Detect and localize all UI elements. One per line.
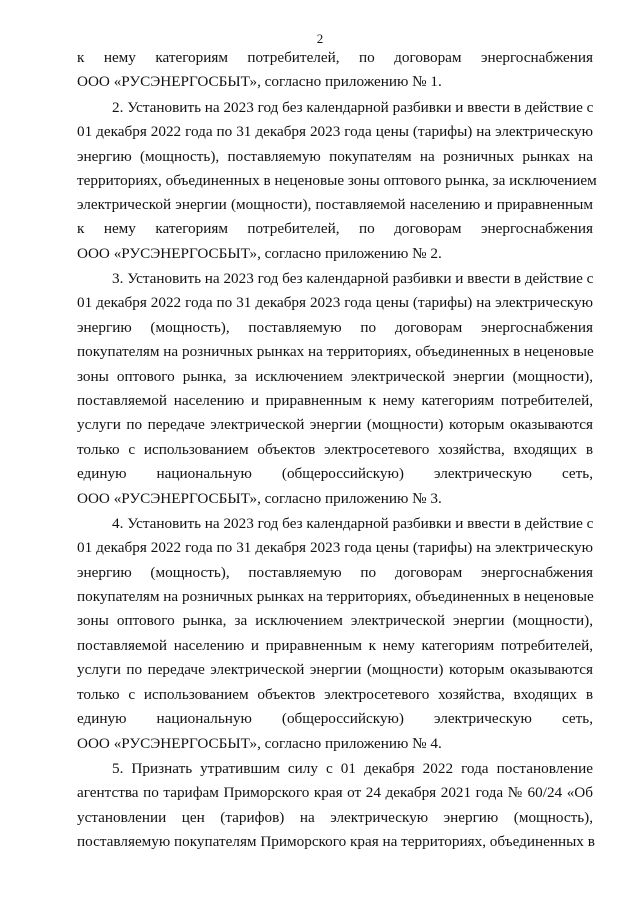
- text-line: единую национальную (общероссийскую) электрическую сеть,: [77, 710, 593, 727]
- text-line: единую национальную (общероссийскую) электрическую сеть,: [77, 465, 593, 482]
- text-line: покупателям на розничных рынках на территориях, объединенных в неценовые: [77, 588, 594, 605]
- text-line: 2. Установить на 2023 год без календарной разбивки и ввести в действие с: [112, 99, 594, 116]
- text-line: услуги по передаче электрической энергии (мощности) которым оказываются: [77, 416, 593, 433]
- text-line: поставляемую покупателям Приморского края на территориях, объединенных в: [77, 833, 595, 850]
- text-line: покупателям на розничных рынках на территориях, объединенных в неценовые: [77, 343, 594, 360]
- text-line: зоны оптового рынка, за исключением электрической энергии (мощности),: [77, 368, 593, 385]
- text-line: к нему категориям потребителей, по договорам энергоснабжения: [77, 220, 593, 237]
- text-line: только с использованием объектов электросетевого хозяйства, входящих в: [77, 441, 593, 458]
- text-line: электрической энергии (мощности), поставляемой населению и приравненным: [77, 196, 593, 213]
- text-line: услуги по передаче электрической энергии (мощности) которым оказываются: [77, 661, 593, 678]
- text-line: зоны оптового рынка, за исключением электрической энергии (мощности),: [77, 612, 593, 629]
- text-line: поставляемой населению и приравненным к нему категориям потребителей,: [77, 392, 593, 409]
- text-line: 3. Установить на 2023 год без календарной разбивки и ввести в действие с: [112, 270, 594, 287]
- text-line: 5. Признать утратившим силу с 01 декабря 2022 года постановление: [112, 760, 593, 777]
- text-line: ООО «РУСЭНЕРГОСБЫТ», согласно приложению № 3.: [77, 490, 442, 507]
- page-number: 2: [316, 31, 324, 46]
- text-line: поставляемой населению и приравненным к нему категориям потребителей,: [77, 637, 593, 654]
- text-line: ООО «РУСЭНЕРГОСБЫТ», согласно приложению № 2.: [77, 245, 442, 262]
- text-line: энергию (мощность), поставляемую покупателям на розничных рынках на: [77, 148, 593, 165]
- text-line: агентства по тарифам Приморского края от 24 декабря 2021 года № 60/24 «Об: [77, 784, 593, 801]
- text-line: энергию (мощность), поставляемую по договорам энергоснабжения: [77, 564, 593, 581]
- text-line: 01 декабря 2022 года по 31 декабря 2023 года цены (тарифы) на электрическую: [77, 539, 593, 556]
- text-line: 4. Установить на 2023 год без календарной разбивки и ввести в действие с: [112, 515, 594, 532]
- text-line: 01 декабря 2022 года по 31 декабря 2023 года цены (тарифы) на электрическую: [77, 294, 593, 311]
- text-line: только с использованием объектов электросетевого хозяйства, входящих в: [77, 686, 593, 703]
- text-line: 01 декабря 2022 года по 31 декабря 2023 года цены (тарифы) на электрическую: [77, 123, 593, 140]
- text-line: к нему категориям потребителей, по договорам энергоснабжения: [77, 49, 593, 66]
- text-line: ООО «РУСЭНЕРГОСБЫТ», согласно приложению № 4.: [77, 735, 442, 752]
- text-line: установлении цен (тарифов) на электрическую энергию (мощность),: [77, 809, 593, 826]
- text-line: ООО «РУСЭНЕРГОСБЫТ», согласно приложению № 1.: [77, 73, 442, 90]
- text-line: территориях, объединенных в неценовые зоны оптового рынка, за исключением: [77, 172, 597, 189]
- text-line: энергию (мощность), поставляемую по договорам энергоснабжения: [77, 319, 593, 336]
